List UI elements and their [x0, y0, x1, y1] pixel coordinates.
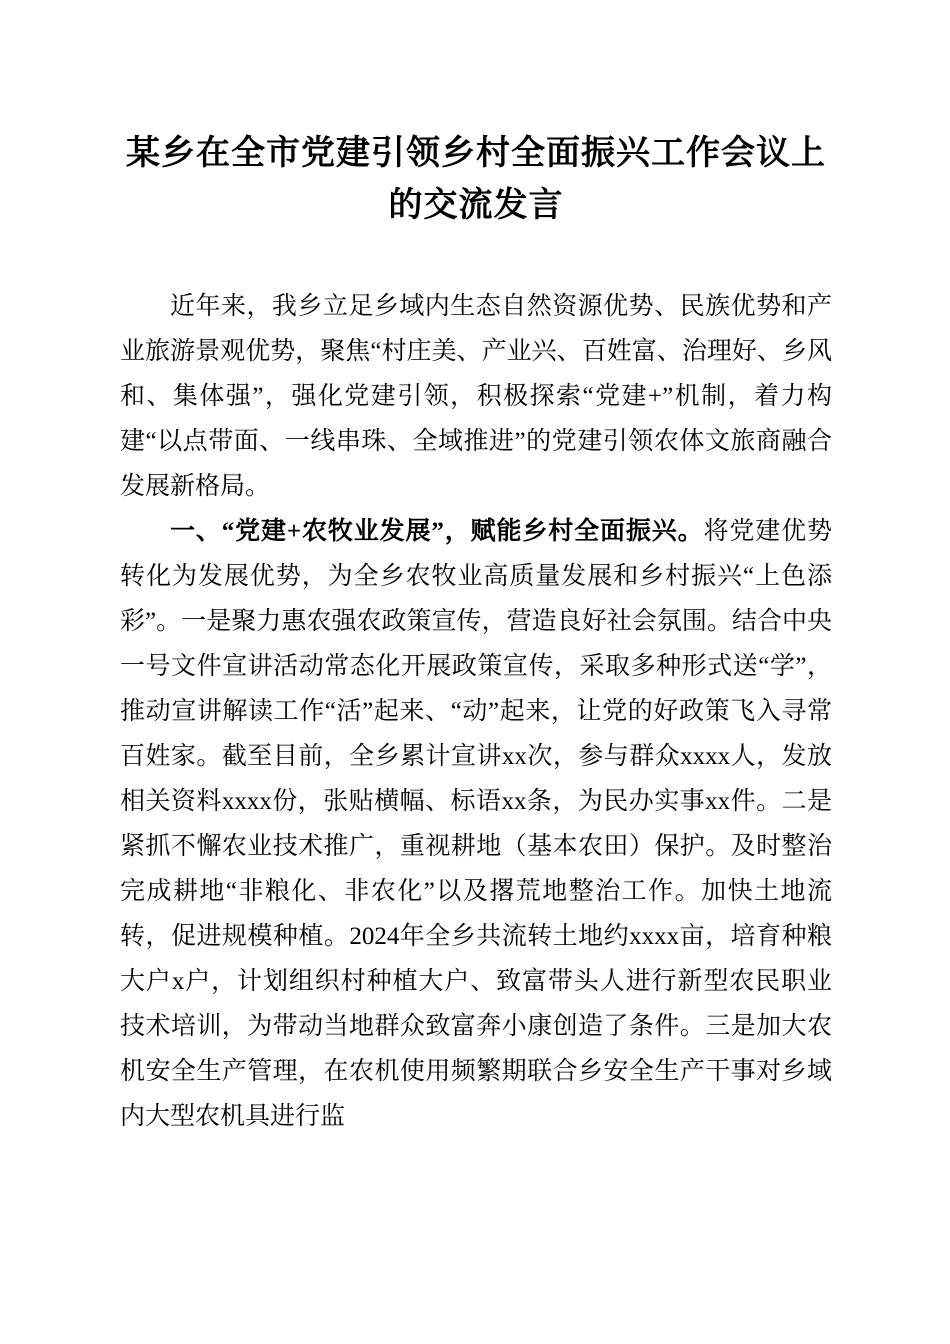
paragraph-text: 近年来，我乡立足乡域内生态自然资源优势、民族优势和产业旅游景观优势，聚焦“村庄美、产业兴、百姓富、治理好、乡风和、集体强”，强化党建引领，积极探索“党建+”机制，着力构建“以点带面、一线串珠、全域推进”的党建引领农体文旅商融合发展新格局。: [120, 293, 832, 500]
paragraph-bold-text: 一、“党建+农牧业发展”，赋能乡村全面振兴。: [170, 518, 704, 545]
document-title: 某乡在全市党建引领乡村全面振兴工作会议上的交流发言: [126, 135, 826, 224]
paragraph-text: 将党建优势转化为发展优势，为全乡农牧业高质量发展和乡村振兴“上色添彩”。一是聚力惠农强农政策宣传，营造良好社会氛围。结合中央一号文件宣讲活动常态化开展政策宣传，采取多种形式送“学”，推动宣讲解读工作“活”起来、“动”起来，让党的好政策飞入寻常百姓家。截至目前，全乡累计宣讲xx次，参与群众xxxx人，发放相关资料xxxx份，张贴横幅、标语xx条，为民办实事xx件。二是紧抓不懈农业技术推广，重视耕地（基本农田）保护。及时整治完成耕地“非粮化、非农化”以及撂荒地整治工作。加快土地流转，促进规模种植。2024年全乡共流转土地约xxxx亩，培育种粮大户x户，计划组织村种植大户、致富带头人进行新型农民职业技术培训，为带动当地群众致富奔小康创造了条件。三是加大农机安全生产管理，在农机使用频繁期联合乡安全生产干事对乡域内大型农机具进行监: [120, 518, 832, 1130]
document-body: [120, 284, 832, 1139]
paragraph: [120, 284, 832, 509]
paragraph: [120, 509, 832, 1139]
